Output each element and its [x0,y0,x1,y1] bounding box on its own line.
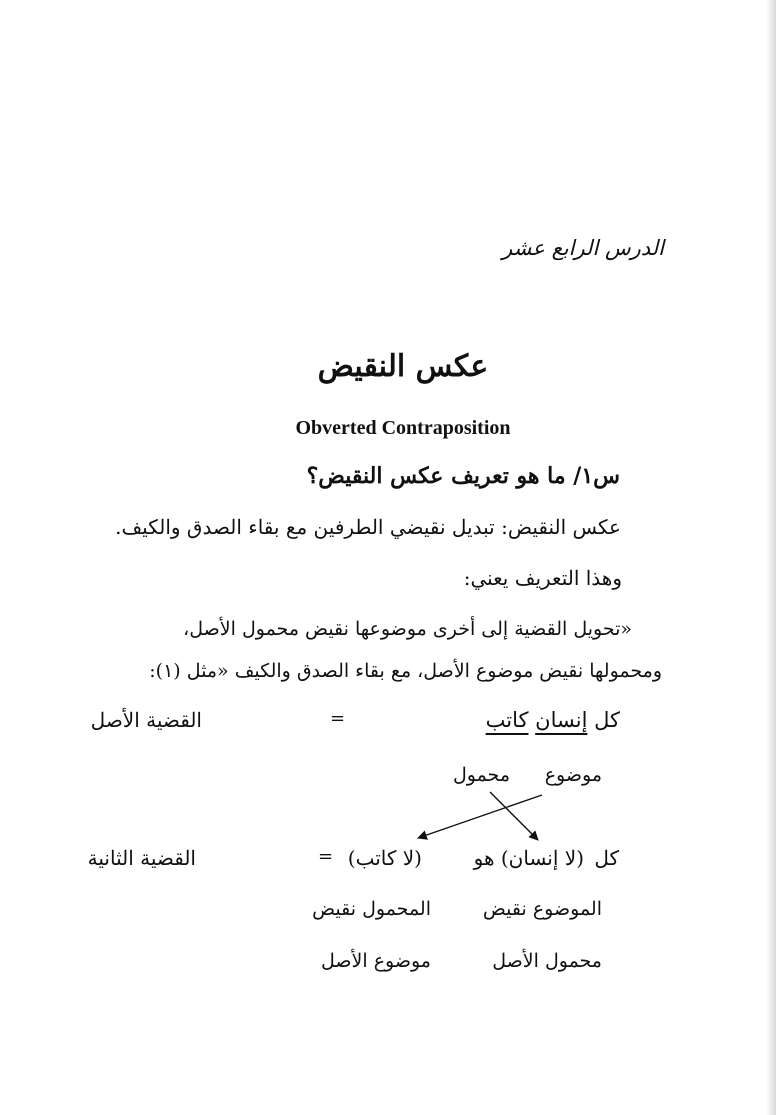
original-proposition-label: القضية الأصل [90,708,202,732]
question-heading: س١/ ما هو تعريف عكس النقيض؟ [306,463,620,489]
predicate-contradictory-label: المحمول نقيض [312,898,431,920]
example-predicate-word: كاتب [485,708,529,732]
subject-to-predicate-arrow [418,795,542,838]
original-predicate-label: محمول الأصل [492,950,602,972]
example-subject-word: إنسان [535,708,588,732]
quote-line-2: ومحمولها نقيض موضوع الأصل، مع بقاء الصدق والكيف «مثل (١): [149,660,662,682]
intro-text: وهذا التعريف يعني: [463,566,622,590]
page-title: عكس النقيض [317,349,489,384]
lesson-number: الدرس الرابع عشر [502,236,664,260]
page-edge-shadow [766,0,776,1115]
english-subtitle: Obverted Contraposition [295,417,511,439]
second-proposition-label: القضية الثانية [87,846,196,870]
subject-label: موضوع [544,764,602,786]
converted-not-writer: (لا كاتب) [347,846,422,870]
predicate-label: محمول [452,764,510,786]
definition-text: عكس النقيض: تبديل نقيضي الطرفين مع بقاء الصدق والكيف. [115,515,621,539]
subject-contradictory-label: الموضوع نقيض [482,898,602,920]
converted-all: كل [594,846,619,870]
example-equals: = [330,708,346,729]
converted-not-human: (لا إنسان) هو [473,846,584,870]
quote-line-1: «تحويل القضية إلى أخرى موضوعها نقيض محمول الأصل، [183,618,632,640]
converted-equals: = [318,846,334,867]
original-subject-label: موضوع الأصل [321,950,431,972]
example-all: كل [594,708,620,732]
